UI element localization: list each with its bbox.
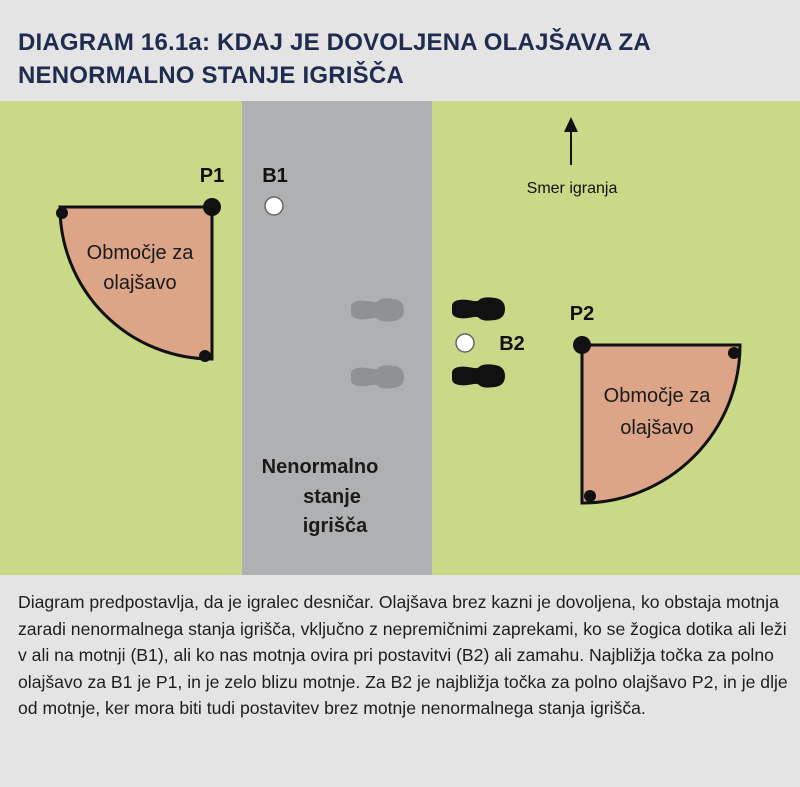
footprint-icon (351, 365, 404, 388)
relief-right-label-line-2: olajšavo (620, 417, 694, 439)
golf-ball-icon (265, 197, 283, 215)
corner-marker (728, 347, 740, 359)
header (0, 0, 800, 101)
corner-marker (56, 207, 68, 219)
footprint-icon (452, 364, 505, 387)
diagram-canvas (0, 101, 800, 575)
footprint-icon (351, 298, 404, 321)
p2-label: P2 (569, 303, 595, 325)
title-line-2: NENORMALNO STANJE IGRIŠČA (18, 62, 404, 89)
corner-marker (584, 490, 596, 502)
footprint-icon (452, 297, 505, 320)
abnormal-label-line-1: Nenormalno (261, 456, 379, 478)
relief-left-label-line-1: Območje za (86, 242, 194, 264)
title-line-1: DIAGRAM 16.1a: KDAJ JE DOVOLJENA OLAJŠAVA ZA (18, 29, 651, 56)
reference-point-icon (573, 336, 591, 354)
p1-label: P1 (199, 165, 225, 187)
abnormal-label-line-2: stanje (303, 486, 361, 508)
diagram-title (18, 26, 788, 92)
caption (0, 575, 800, 787)
reference-point-icon (203, 198, 221, 216)
caption-text: Diagram predpostavlja, da je igralec desničar. Olajšava brez kazni je dovoljena, ko obstaja motnja zaradi nenormalnega stanja igrišča, vključno z nepremičnimi zaprekami, ko se žogica dotika ali leži v ali na motnji (B1), ali ko nas motnja ovira pri postavitvi (B2) ali zamahu. Najbližja točka za polno olajšavo za B1 je P1, in je zelo blizu motnje. Za B2 je najbližja točka za polno olajšavo P2, in je dlje od motnje, ker mora biti tudi postavitev brez motnje nenormalnega stanja igrišča. (18, 592, 788, 718)
relief-right-label-line-1: Območje za (603, 385, 711, 407)
b1-label: B1 (262, 165, 288, 187)
relief-left-label-line-2: olajšavo (103, 272, 177, 294)
corner-marker (199, 350, 211, 362)
direction-of-play-label: Smer igranja (526, 180, 618, 197)
b2-label: B2 (499, 333, 525, 355)
abnormal-label-line-3: igrišča (302, 515, 368, 537)
golf-ball-icon (456, 334, 474, 352)
